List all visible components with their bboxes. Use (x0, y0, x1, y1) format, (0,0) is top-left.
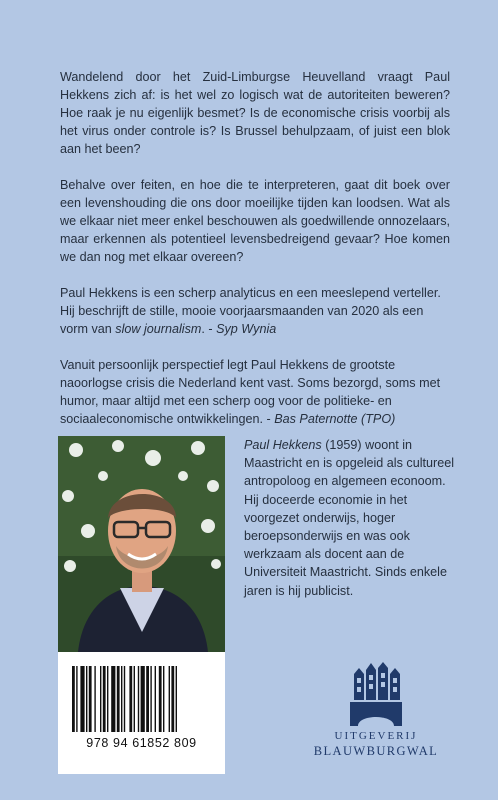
author-photo (58, 436, 225, 652)
isbn-barcode (58, 652, 225, 774)
publisher-name-line1: UITGEVERIJ (334, 730, 418, 742)
publisher-logo (310, 660, 442, 759)
publisher-name-line2: BLAUWBURGWAL (313, 744, 439, 758)
author-bio-text: (1959) woont in Maastricht en is opgeleid als cultureel antropoloog en algemeen econoom. Hij doceerde economie in het voorgezet onderwijs, hoger beroepsonderwijs en was ook werkzaam als docent aan de Universiteit Maastricht. Sinds enkele jaren is hij publicist. (244, 438, 455, 598)
isbn-number: 978 94 61852 809 (86, 736, 197, 750)
author-bio (244, 436, 454, 600)
blurb-paragraph-4 (60, 356, 450, 428)
canal-houses-bridge-icon (350, 660, 402, 726)
author-name: Paul Hekkens (244, 438, 322, 452)
back-cover-blurb (60, 68, 450, 446)
review-separator: . - (201, 322, 217, 336)
review-text: Paul Hekkens is een scherp analyticus en een meeslepend verteller. Hij beschrijft de stille, mooie voorjaarsmaanden van 2020 als een vorm van (60, 286, 441, 336)
barcode-bars (72, 666, 211, 732)
blurb-paragraph-3 (60, 284, 450, 338)
review-text: Vanuit persoonlijk perspectief legt Paul Hekkens de grootste naoorlogse crisis die Nederland kent vast. Soms bezorgd, soms met humor, maar altijd met een scherp oog voor de politieke- en sociaaleconomische ontwikkelingen. - (60, 358, 441, 426)
review-italic-phrase: slow journalism (115, 322, 202, 336)
blurb-paragraph-2: Behalve over feiten, en hoe die te interpreteren, gaat dit boek over een levenshouding die ons door moeilijke tijden kan loodsen. Wat als we elkaar niet meer enkel beschouwen als goedwillende onnozelaars, maar erkennen als potentieel levensbedreigend gevaar? Hoe komen we dan nog met elkaar overeen? (60, 178, 450, 264)
blurb-paragraph-1: Wandelend door het Zuid-Limburgse Heuvelland vraagt Paul Hekkens zich af: is het wel zo logisch wat de autoriteiten beweren? Hoe raak je nu eigenlijk besmet? Is de economische crisis voorbij als het virus onder controle is? Is Brussel behulpzaam, of juist een blok aan het been? (60, 70, 450, 156)
review-attribution: Bas Paternotte (TPO) (274, 412, 396, 426)
review-attribution: Syp Wynia (216, 322, 277, 336)
